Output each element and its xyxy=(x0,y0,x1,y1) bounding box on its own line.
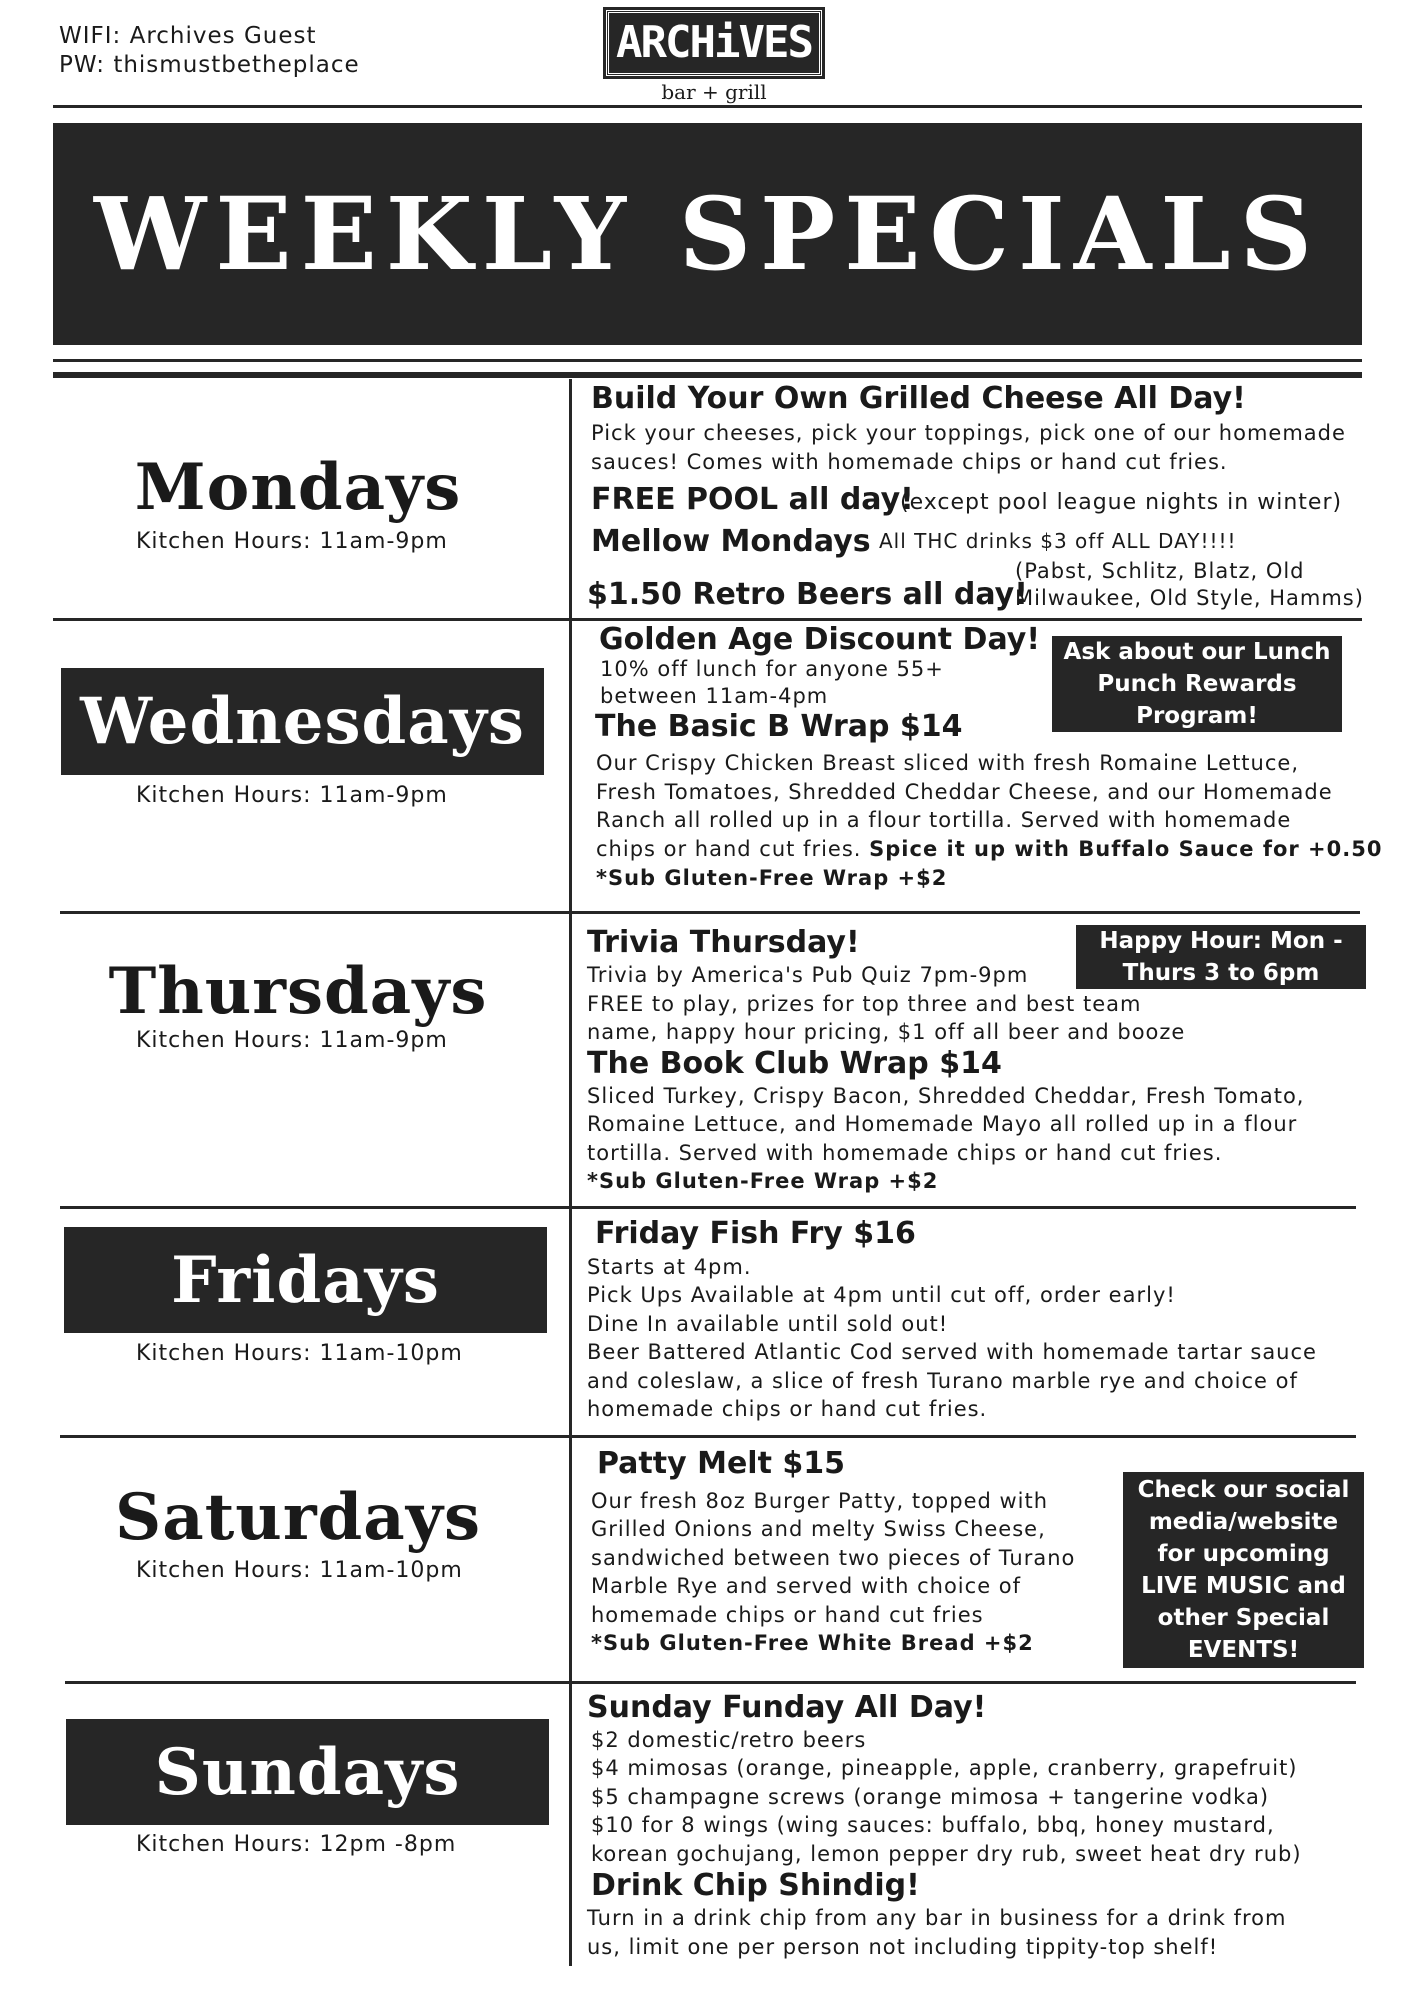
special-desc: us, limit one per person not including tippity-top shelf! xyxy=(587,1935,1219,1959)
gluten-free-note: *Sub Gluten-Free Wrap +$2 xyxy=(596,866,948,890)
callout-text: Check our social media/website for upcoming LIVE MUSIC and other Special EVENTS! xyxy=(1137,1477,1350,1663)
lunch-punch-callout xyxy=(1052,636,1342,732)
special-note: Milwaukee, Old Style, Hamms) xyxy=(1015,586,1364,610)
day-sundays xyxy=(66,1719,549,1825)
special-desc: sauces! Comes with homemade chips or hand cut fries. xyxy=(591,450,1228,474)
day-fridays xyxy=(64,1227,547,1333)
special-desc: Marble Rye and served with choice of xyxy=(591,1574,1022,1598)
day-wednesdays xyxy=(61,668,544,775)
callout-text: Ask about our Lunch Punch Rewards Program! xyxy=(1063,639,1331,729)
special-title: Patty Melt $15 xyxy=(597,1446,845,1481)
day-mondays: Mondays xyxy=(134,450,462,525)
special-desc: korean gochujang, lemon pepper dry rub, sweet heat dry rub) xyxy=(591,1842,1302,1866)
day-thursdays: Thursdays xyxy=(108,954,488,1029)
special-desc: homemade chips or hand cut fries. xyxy=(587,1397,988,1421)
page-title: WEEKLY SPECIALS xyxy=(94,175,1321,293)
wifi-info xyxy=(59,22,360,80)
special-desc: Starts at 4pm. xyxy=(587,1255,752,1279)
spice-upgrade: Spice it up with Buffalo Sauce for +0.50 xyxy=(869,837,1383,861)
row-divider xyxy=(53,618,1362,621)
day-saturdays: Saturdays xyxy=(115,1480,481,1555)
special-desc: $2 domestic/retro beers xyxy=(591,1728,867,1752)
special-desc: 10% off lunch for anyone 55+ xyxy=(600,657,944,681)
special-title: Sunday Funday All Day! xyxy=(587,1690,987,1725)
special-desc: Our Crispy Chicken Breast sliced with fresh Romaine Lettuce, xyxy=(596,751,1299,775)
special-title: The Book Club Wrap $14 xyxy=(587,1046,1002,1081)
special-desc: $5 champagne screws (orange mimosa + tangerine vodka) xyxy=(591,1785,1270,1809)
wifi-password: PW: thismustbetheplace xyxy=(59,52,360,78)
kitchen-hours: Kitchen Hours: 11am-9pm xyxy=(136,529,448,554)
special-desc: $10 for 8 wings (wing sauces: buffalo, bbq, honey mustard, xyxy=(591,1813,1275,1837)
special-desc: Turn in a drink chip from any bar in business for a drink from xyxy=(587,1906,1287,1930)
special-desc: Pick your cheeses, pick your toppings, pick one of our homemade xyxy=(591,421,1346,445)
header-rule xyxy=(53,105,1362,108)
special-desc: Ranch all rolled up in a flour tortilla. Served with homemade xyxy=(596,808,1292,832)
special-desc: Beer Battered Atlantic Cod served with homemade tartar sauce xyxy=(587,1340,1317,1364)
special-desc: and coleslaw, a slice of fresh Turano marble rye and choice of xyxy=(587,1369,1298,1393)
title-banner xyxy=(53,123,1362,345)
special-desc: FREE to play, prizes for top three and best team xyxy=(587,992,1142,1016)
special-desc: Dine In available until sold out! xyxy=(587,1312,949,1336)
special-desc: name, happy hour pricing, $1 off all beer and booze xyxy=(587,1020,1186,1044)
happy-hour-callout xyxy=(1076,925,1366,989)
special-note: (Pabst, Schlitz, Blatz, Old xyxy=(1015,559,1305,583)
logo-word: ARCHiVES xyxy=(606,10,822,76)
special-desc xyxy=(596,835,1382,864)
special-desc: Grilled Onions and melty Swiss Cheese, xyxy=(591,1517,1046,1541)
callout-text: Happy Hour: Mon - Thurs 3 to 6pm xyxy=(1099,928,1343,986)
desc-text: chips or hand cut fries. xyxy=(596,837,862,861)
special-title: The Basic B Wrap $14 xyxy=(595,709,963,744)
special-note: (except pool league nights in winter) xyxy=(900,490,1343,515)
special-desc: tortilla. Served with homemade chips or hand cut fries. xyxy=(587,1141,1223,1165)
special-title: Build Your Own Grilled Cheese All Day! xyxy=(591,381,1246,416)
gluten-free-note: *Sub Gluten-Free White Bread +$2 xyxy=(591,1631,1034,1655)
row-divider xyxy=(60,1435,1356,1438)
gluten-free-note: *Sub Gluten-Free Wrap +$2 xyxy=(587,1169,939,1193)
special-desc: Pick Ups Available at 4pm until cut off, order early! xyxy=(587,1283,1176,1307)
special-title: Golden Age Discount Day! xyxy=(599,622,1041,657)
kitchen-hours: Kitchen Hours: 12pm -8pm xyxy=(136,1832,457,1857)
special-desc: Romaine Lettuce, and Homemade Mayo all rolled up in a flour xyxy=(587,1112,1298,1136)
day-label: Wednesdays xyxy=(80,684,525,759)
row-divider xyxy=(60,1206,1356,1209)
day-label: Sundays xyxy=(154,1734,461,1810)
special-desc: Trivia by America's Pub Quiz 7pm-9pm xyxy=(587,963,1029,987)
special-title: Drink Chip Shindig! xyxy=(591,1868,920,1903)
kitchen-hours: Kitchen Hours: 11am-10pm xyxy=(136,1558,463,1583)
special-desc: Our fresh 8oz Burger Patty, topped with xyxy=(591,1489,1049,1513)
special-desc: Sliced Turkey, Crispy Bacon, Shredded Cheddar, Fresh Tomato, xyxy=(587,1084,1305,1108)
logo-subtitle: bar + grill xyxy=(661,80,767,104)
kitchen-hours: Kitchen Hours: 11am-9pm xyxy=(136,1028,448,1053)
wifi-network: WIFI: Archives Guest xyxy=(59,23,317,49)
special-desc: Fresh Tomatoes, Shredded Cheddar Cheese, and our Homemade xyxy=(596,780,1333,804)
special-title: Mellow Mondays xyxy=(591,524,871,559)
special-desc: homemade chips or hand cut fries xyxy=(591,1603,984,1627)
special-note: All THC drinks $3 off ALL DAY!!!! xyxy=(879,529,1237,553)
kitchen-hours: Kitchen Hours: 11am-9pm xyxy=(136,783,448,808)
special-title: Trivia Thursday! xyxy=(587,925,860,960)
special-desc: sandwiched between two pieces of Turano xyxy=(591,1546,1076,1570)
special-title: FREE POOL all day! xyxy=(591,482,914,517)
special-desc: between 11am-4pm xyxy=(600,684,829,708)
banner-rule-thin xyxy=(53,359,1362,362)
day-label: Fridays xyxy=(171,1242,440,1318)
row-divider xyxy=(60,911,1360,914)
special-title: $1.50 Retro Beers all day! xyxy=(587,577,1028,612)
special-desc: $4 mimosas (orange, pineapple, apple, cranberry, grapefruit) xyxy=(591,1756,1298,1780)
row-divider xyxy=(65,1681,1356,1684)
logo xyxy=(606,10,822,104)
banner-rule-thick xyxy=(53,372,1362,378)
special-title: Friday Fish Fry $16 xyxy=(595,1216,916,1251)
kitchen-hours: Kitchen Hours: 11am-10pm xyxy=(136,1341,463,1366)
events-callout xyxy=(1123,1472,1364,1668)
